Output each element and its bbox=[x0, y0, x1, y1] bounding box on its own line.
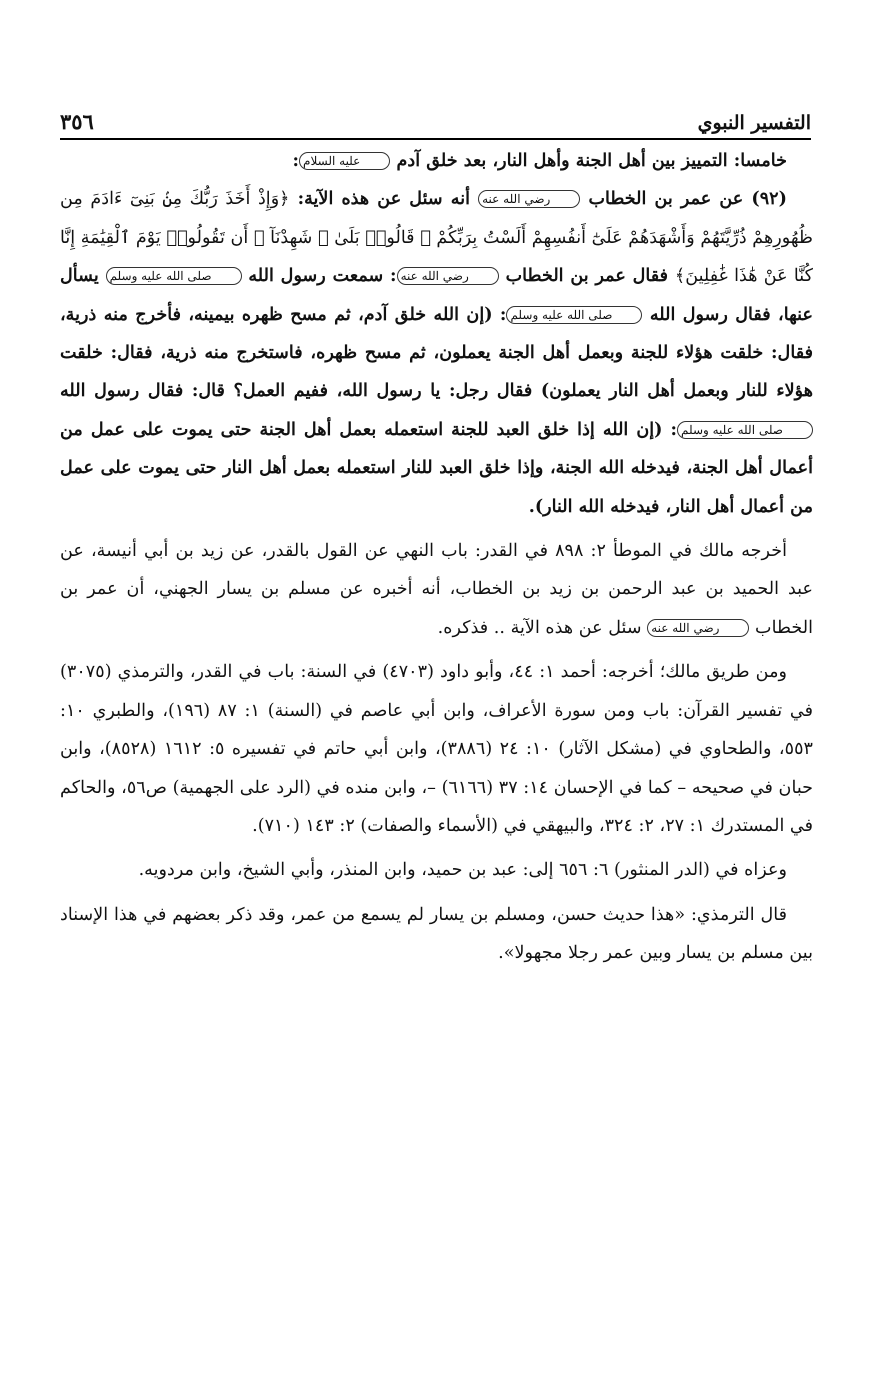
honorific-umar-3: رضي الله عنه bbox=[647, 619, 749, 637]
honorific-umar-2: رضي الله عنه bbox=[397, 267, 499, 285]
quran-verse: ﴿وَإِذْ أَخَذَ رَبُّكَ مِنۢ بَنِىٓ ءَادَمَ مِن ظُهُورِهِمْ ذُرِّيَّتَهُمْ وَأَشْهَدَهُمْ عَلَىٰٓ أَنفُسِهِمْ أَلَسْتُ بِرَبِّكُمْ ۖ قَالُوا۟ بَلَىٰ ۛ شَهِدْنَآ ۛ أَن تَقُولُوا۟ يَوْمَ ٱلْقِيَٰمَةِ إِنَّا كُنَّا عَنْ هَٰذَا غَٰفِلِينَ﴾ bbox=[60, 189, 813, 287]
running-header bbox=[60, 104, 811, 134]
takhrij-paragraph-3: وعزاه في (الدر المنثور) ٦: ٦٥٦ إلى: عبد بن حميد، وابن المنذر، وأبي الشيخ، وابن مردويه. bbox=[138, 860, 787, 881]
page-number: ٣٥٦ bbox=[60, 109, 94, 134]
header-rule bbox=[60, 138, 811, 140]
hadith-text: (٩٢) عن عمر بن الخطاب رضي الله عنه أنه سئل عن هذه الآية: ﴿وَإِذْ أَخَذَ رَبُّكَ مِنۢ بَنِىٓ ءَادَمَ مِن ظُهُورِهِمْ ذُرِّيَّتَهُمْ وَأَشْهَدَهُمْ عَلَىٰٓ أَنفُسِهِمْ أَلَسْتُ بِرَبِّكُمْ ۖ قَالُوا۟ بَلَىٰ ۛ شَهِدْنَآ ۛ أَن تَقُولُوا۟ يَوْمَ ٱلْقِيَٰمَةِ إِنَّا كُنَّا عَنْ هَٰذَا غَٰفِلِينَ﴾ فقال عمر بن الخطاب رضي الله عنه: سمعت رسول الله صلى الله عليه وسلم يسأل عنها، فقال رسول الله صلى الله عليه وسلم: (إن الله خلق آدم، ثم مسح ظهره بيمينه، فأخرج منه ذرية، فقال: خلقت هؤلاء للجنة وبعمل أهل الجنة يعملون، ثم مسح ظهره، فاستخرج منه ذرية، فقال: خلقت هؤلاء للنار وبعمل أهل النار يعملون) فقال رجل: يا رسول الله، ففيم العمل؟ قال: فقال رسول الله صلى الله عليه وسلم: (إن الله إذا خلق العبد للجنة استعمله بعمل أهل الجنة حتى يموت على عمل من أعمال أهل الجنة، فيدخله الله الجنة، وإذا خلق العبد للنار استعمله بعمل أهل النار حتى يموت على عمل من أعمال أهل النار، فيدخله الله النار). bbox=[60, 188, 813, 517]
tirmidhi-comment: قال الترمذي: «هذا حديث حسن، ومسلم بن يسار لم يسمع من عمر، وقد ذكر بعضهم في هذا الإسناد بين مسلم بن يسار وبين عمر رجلا مجهولا». bbox=[60, 904, 813, 964]
takhrij-paragraph-2: ومن طريق مالك؛ أخرجه: أحمد ١: ٤٤، وأبو داود (٤٧٠٣) في السنة: باب في القدر، والترمذي (٣٠٧٥) في تفسير القرآن: باب ومن سورة الأعراف، وابن أبي عاصم في (السنة) ١: ٨٧ (١٩٦)، والطبري ١٠: ٥٥٣، والطحاوي في (مشكل الآثار) ١٠: ٢٤ (٣٨٨٦)، وابن أبي حاتم في تفسيره ٥: ١٦١٢ (٨٥٢٨)، وابن حبان في صحيحه – كما في الإحسان ١٤: ٣٧ (٦١٦٦) –، وابن منده في (الرد على الجهمية) ص٥٦، والحاكم في المستدرك ١: ٢٧، ٢: ٣٢٤، والبيهقي في (الأسماء والصفات) ٢: ١٤٣ (٧١٠). bbox=[60, 662, 814, 836]
honorific-prophet: صلى الله عليه وسلم bbox=[106, 267, 242, 285]
honorific-prophet-3: صلى الله عليه وسلم bbox=[677, 421, 813, 439]
honorific-prophet-2: صلى الله عليه وسلم bbox=[506, 306, 642, 324]
honorific-umar: رضي الله عنه bbox=[478, 190, 580, 208]
honorific-adam: عليه السلام bbox=[299, 152, 390, 170]
running-title: التفسير النبوي bbox=[697, 112, 811, 134]
takhrij-paragraph-1: أخرجه مالك في الموطأ ٢: ٨٩٨ في القدر: باب النهي عن القول بالقدر، عن زيد بن أبي أنيسة، عن عبد الحميد بن عبد الرحمن بن زيد بن الخطاب، أنه أخبره عن مسلم بن يسار الجهني، أن عمر بن الخطاب رضي الله عنه سئل عن هذه الآية .. فذكره. bbox=[60, 541, 813, 638]
page-body bbox=[60, 142, 813, 973]
section-heading: خامسا: التمييز بين أهل الجنة وأهل النار، بعد خلق آدم عليه السلام: bbox=[292, 150, 787, 171]
